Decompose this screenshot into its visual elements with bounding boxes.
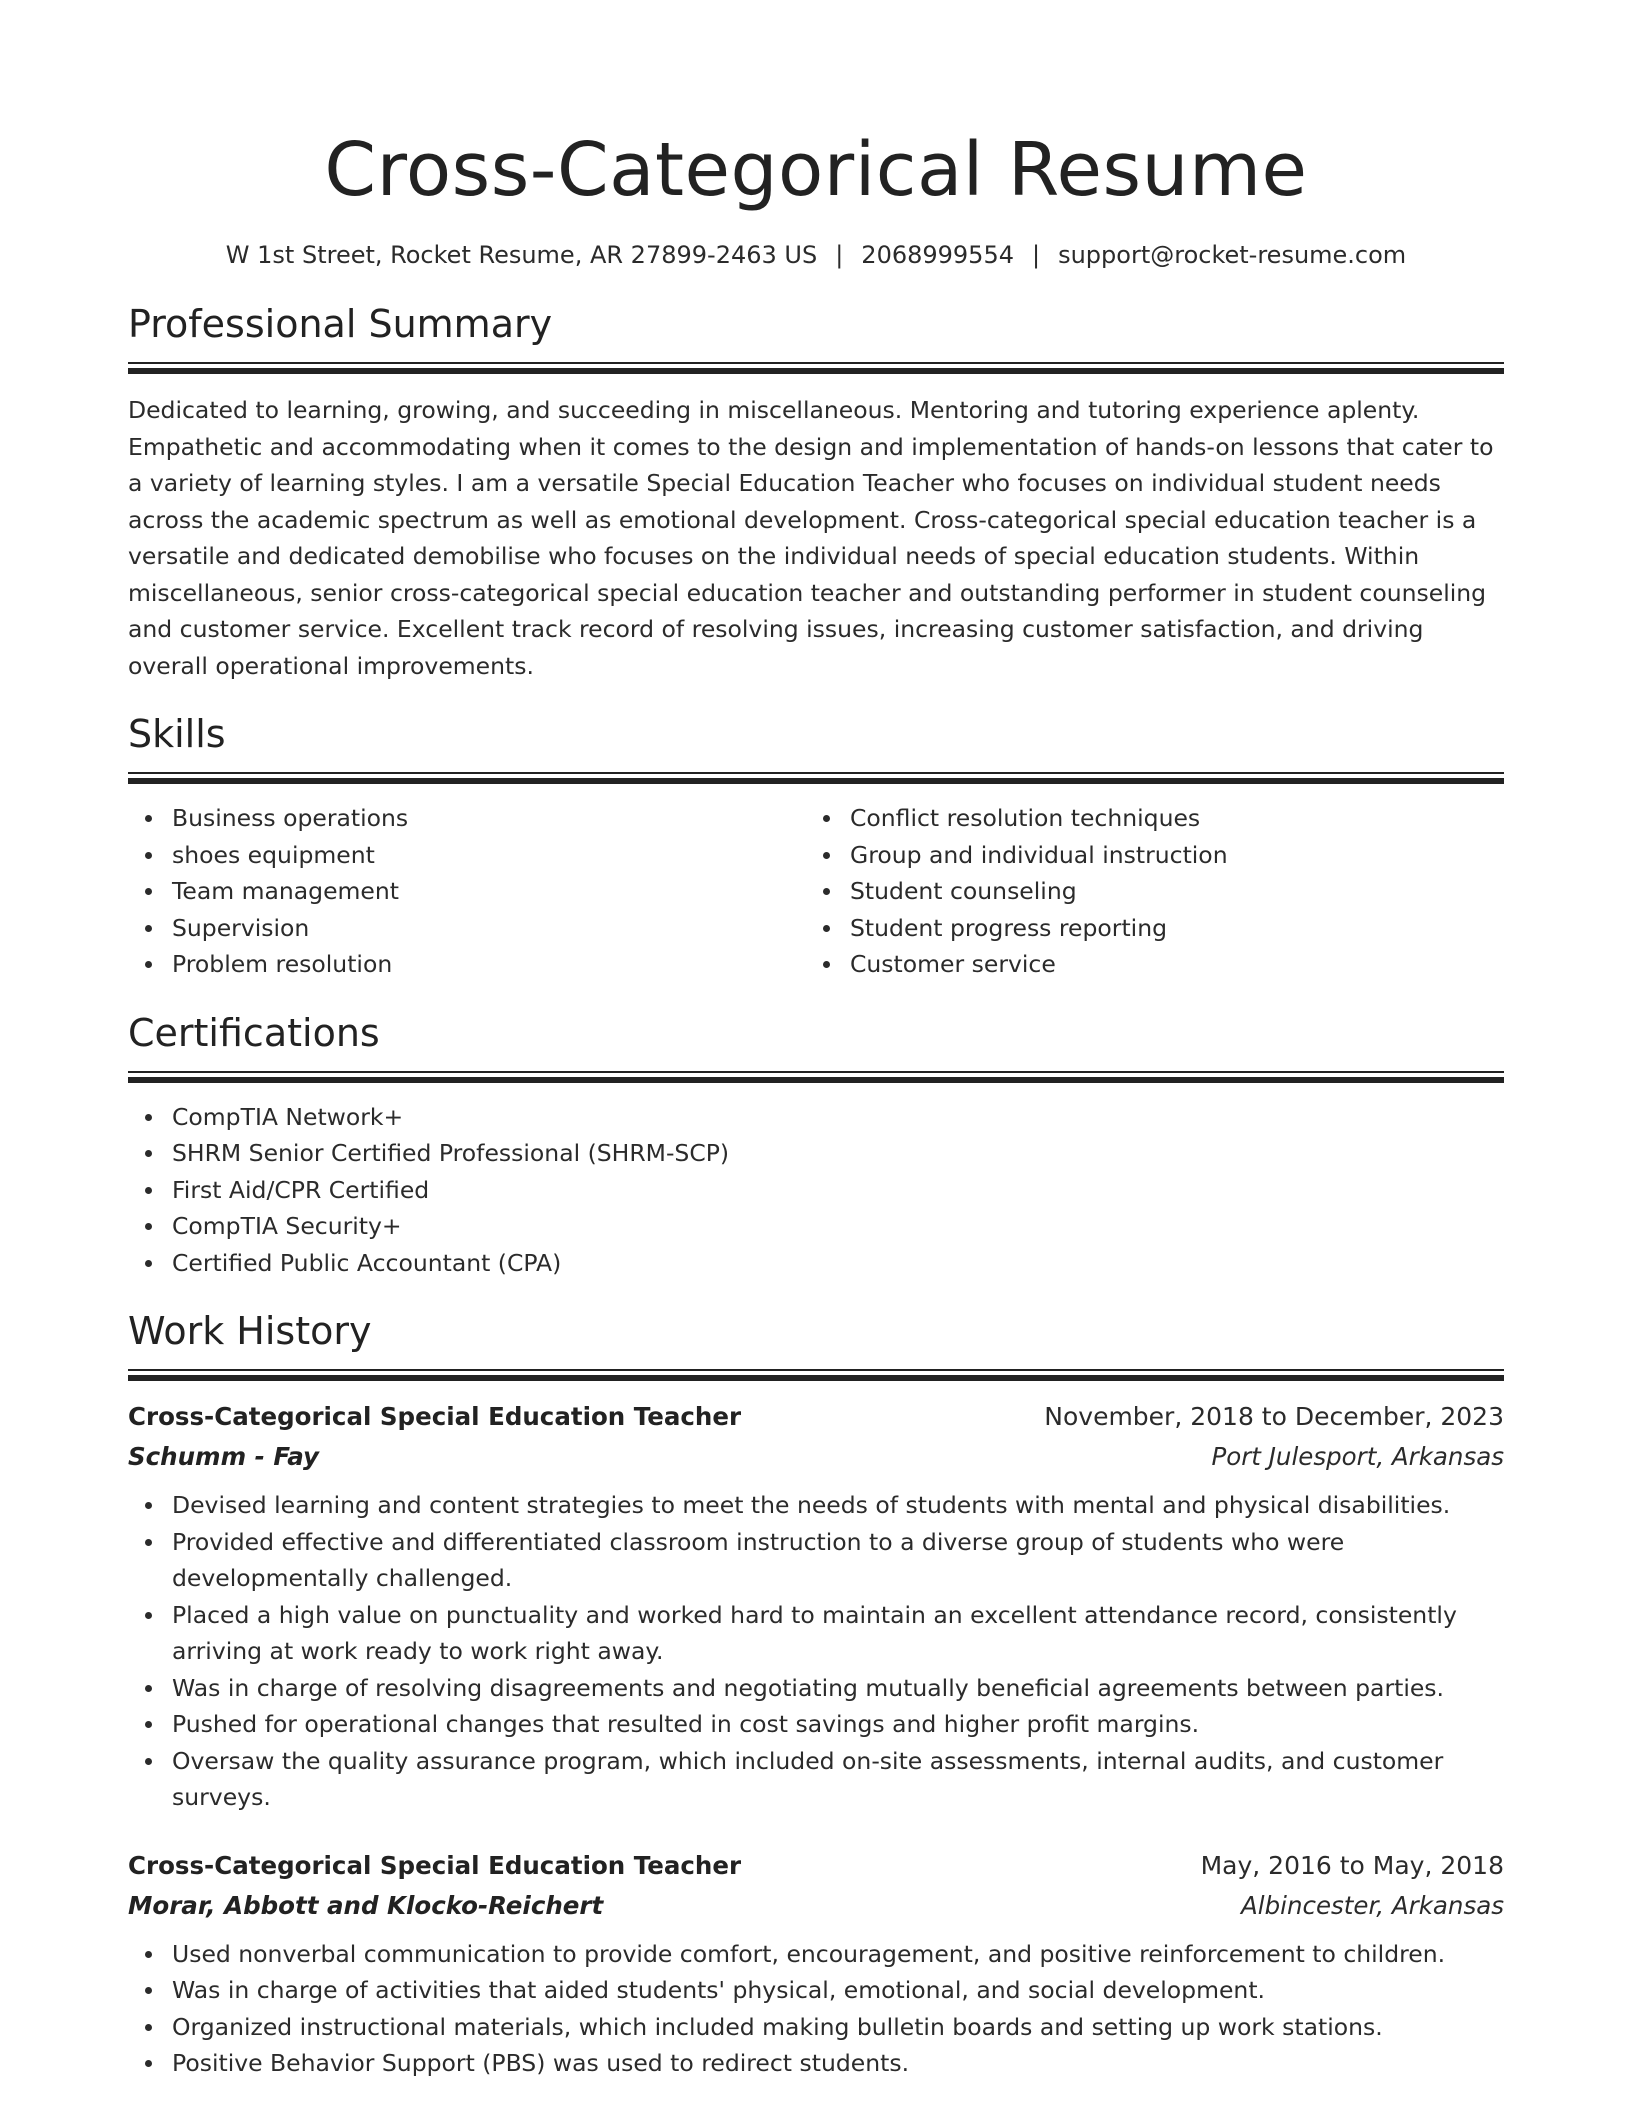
job-bullet: Was in charge of activities that aided students' physical, emotional, and social development. bbox=[128, 1972, 1504, 2009]
job-dates: November, 2018 to December, 2023 bbox=[1044, 1402, 1504, 1431]
job-subheader bbox=[128, 1437, 1504, 1477]
section-divider bbox=[128, 1071, 1504, 1085]
section-divider bbox=[128, 1369, 1504, 1383]
job-bullet: Provided effective and differentiated classroom instruction to a diverse group of students who were developmentally challenged. bbox=[128, 1524, 1504, 1597]
certifications-list bbox=[128, 1099, 1504, 1282]
section-title-certifications: Certifications bbox=[128, 1010, 380, 1055]
work-history-section bbox=[128, 1307, 1504, 2082]
job-bullet: Used nonverbal communication to provide comfort, encouragement, and positive reinforcement to children. bbox=[128, 1936, 1504, 1973]
certification-item: SHRM Senior Certified Professional (SHRM-SCP) bbox=[128, 1135, 1504, 1172]
skill-item: Conflict resolution techniques bbox=[806, 800, 1484, 837]
job-bullet-list bbox=[128, 1936, 1504, 2082]
section-title-summary: Professional Summary bbox=[128, 302, 553, 346]
job-bullet: Positive Behavior Support (PBS) was used to redirect students. bbox=[128, 2045, 1504, 2082]
skill-item: Business operations bbox=[128, 800, 806, 837]
job-header bbox=[128, 1846, 1504, 1886]
section-title-work-history: Work History bbox=[128, 1309, 372, 1353]
skills-section bbox=[128, 710, 1504, 983]
job-entry bbox=[128, 1397, 1504, 1816]
job-location: Albincester, Arkansas bbox=[1241, 1890, 1504, 1920]
skill-item: Problem resolution bbox=[128, 946, 806, 983]
resume-page bbox=[128, 0, 1504, 2082]
job-subheader bbox=[128, 1886, 1504, 1926]
contact-email: support@rocket-resume.com bbox=[1058, 241, 1407, 269]
contact-line bbox=[128, 238, 1504, 272]
skill-item: Student progress reporting bbox=[806, 910, 1484, 947]
resume-title: Cross-Categorical Resume bbox=[324, 127, 1308, 213]
skill-item: shoes equipment bbox=[128, 837, 806, 874]
summary-text: Dedicated to learning, growing, and succeeding in miscellaneous. Mentoring and tutoring experience aplenty. Empathetic and accommodating when it comes to the design and implementation of hands-on lessons that cater to a variety of learning styles. I am a versatile Special Education Teacher who focuses on individual student needs across the academic spectrum as well as emotional development. Cross-categorical special education teacher is a versatile and dedicated demobilise who focuses on the individual needs of special education students. Within miscellaneous, senior cross-categorical special education teacher and outstanding performer in student counseling and customer service. Excellent track record of resolving issues, increasing customer satisfaction, and driving overall operational improvements. bbox=[128, 396, 1494, 680]
job-bullet: Organized instructional materials, which included making bulletin boards and setting up work stations. bbox=[128, 2009, 1504, 2046]
job-bullet: Devised learning and content strategies to meet the needs of students with mental and physical disabilities. bbox=[128, 1487, 1504, 1524]
skill-item: Student counseling bbox=[806, 873, 1484, 910]
section-title-skills: Skills bbox=[128, 712, 226, 756]
certifications-section bbox=[128, 1009, 1504, 1282]
job-location: Port Julesport, Arkansas bbox=[1211, 1442, 1504, 1471]
contact-address: W 1st Street, Rocket Resume, AR 27899-2463 US bbox=[225, 241, 818, 269]
section-divider bbox=[128, 772, 1504, 786]
job-title: Cross-Categorical Special Education Teacher bbox=[128, 1402, 742, 1431]
certification-item: First Aid/CPR Certified bbox=[128, 1172, 1504, 1209]
job-title: Cross-Categorical Special Education Teacher bbox=[128, 1850, 742, 1880]
job-bullet: Pushed for operational changes that resulted in cost savings and higher profit margins. bbox=[128, 1706, 1504, 1743]
job-company: Schumm - Fay bbox=[128, 1442, 320, 1471]
skill-item: Team management bbox=[128, 873, 806, 910]
job-bullet: Oversaw the quality assurance program, which included on-site assessments, internal audits, and customer surveys. bbox=[128, 1743, 1504, 1816]
contact-separator: | bbox=[1032, 241, 1041, 269]
certification-item: Certified Public Accountant (CPA) bbox=[128, 1245, 1504, 1282]
job-header bbox=[128, 1397, 1504, 1437]
section-divider bbox=[128, 362, 1504, 376]
professional-summary-section bbox=[128, 300, 1504, 684]
skill-item: Customer service bbox=[806, 946, 1484, 983]
job-bullet: Placed a high value on punctuality and worked hard to maintain an excellent attendance record, consistently arriving at work ready to work right away. bbox=[128, 1597, 1504, 1670]
skill-item: Supervision bbox=[128, 910, 806, 947]
skills-list-left bbox=[128, 800, 806, 983]
contact-separator: | bbox=[835, 241, 844, 269]
certification-item: CompTIA Network+ bbox=[128, 1099, 1504, 1136]
job-bullet: Was in charge of resolving disagreements and negotiating mutually beneficial agreements between parties. bbox=[128, 1670, 1504, 1707]
skills-list-right bbox=[806, 800, 1484, 983]
job-dates: May, 2016 to May, 2018 bbox=[1200, 1850, 1504, 1880]
job-bullet-list bbox=[128, 1487, 1504, 1816]
job-entry bbox=[128, 1846, 1504, 2082]
job-company: Morar, Abbott and Klocko-Reichert bbox=[128, 1890, 604, 1920]
skill-item: Group and individual instruction bbox=[806, 837, 1484, 874]
skills-grid bbox=[128, 800, 1504, 983]
contact-phone: 2068999554 bbox=[861, 241, 1014, 269]
certification-item: CompTIA Security+ bbox=[128, 1208, 1504, 1245]
